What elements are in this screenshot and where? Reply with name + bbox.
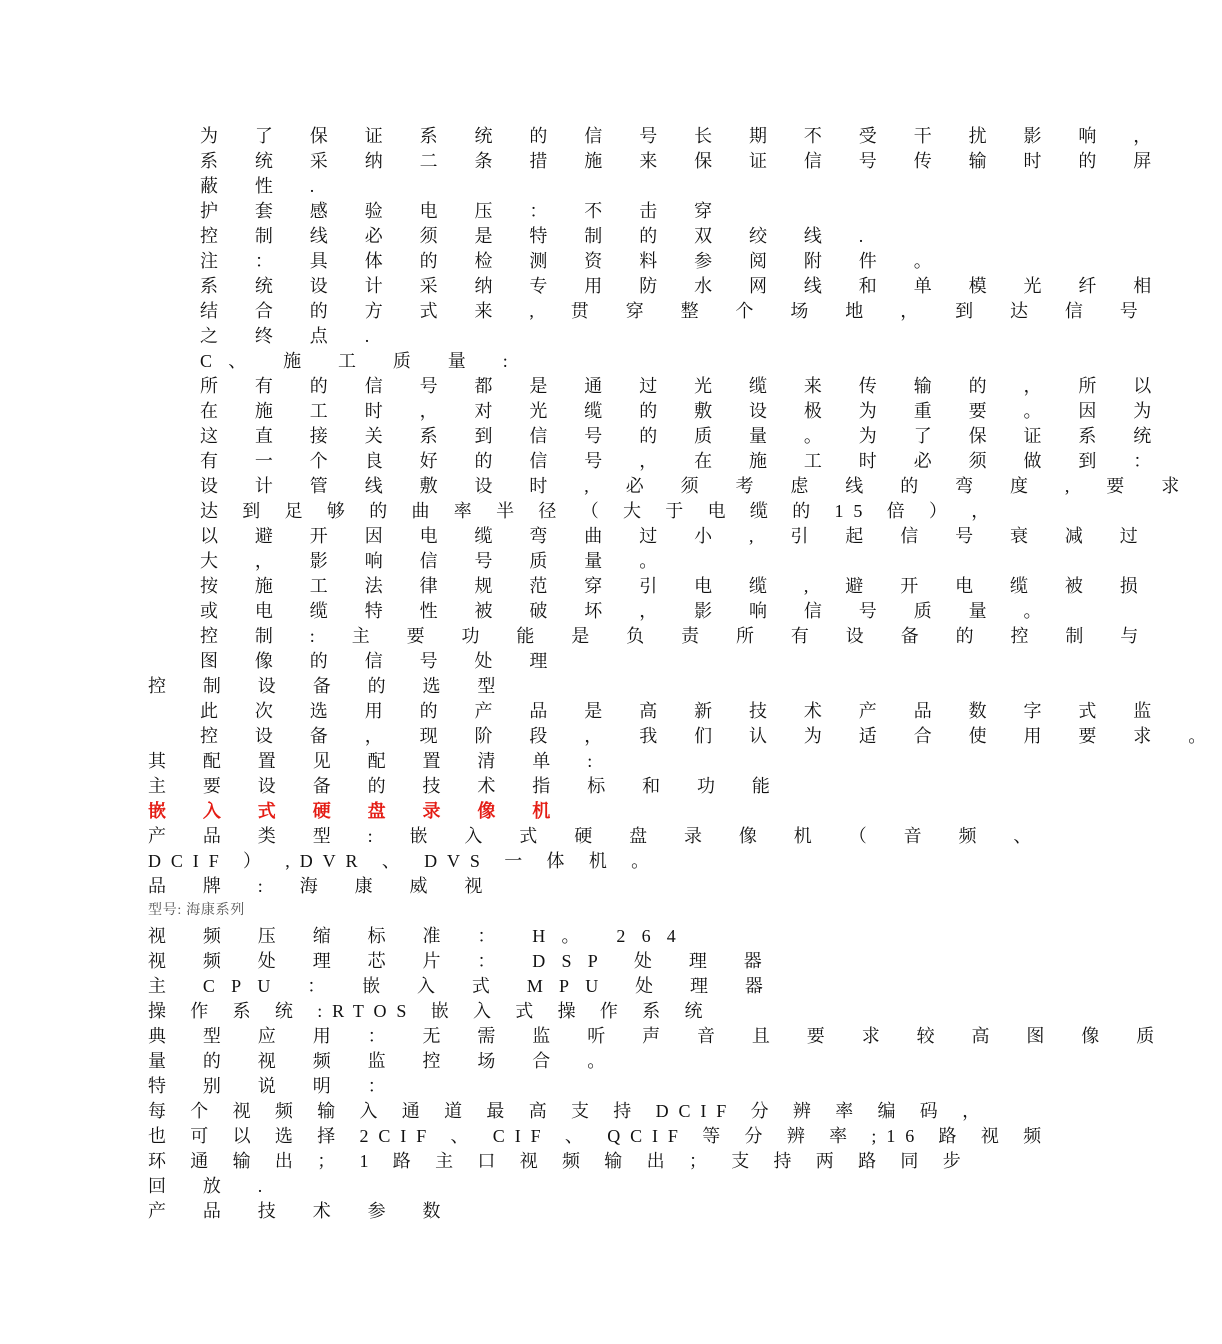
body-text-line: 视 频 压 缩 标 准 ： H。 264 [148,926,692,946]
body-text-line: 或 电 缆 特 性 被 破 坏 ， 影 响 信 号 质 量 。 [200,601,1058,621]
body-text-line: 大 ， 影 响 信 号 质 量 。 [200,551,674,571]
body-text-line: 系 统 采 纳 二 条 措 施 来 保 证 信 号 传 输 时 的 屏 [200,151,1168,171]
body-text-line: 为 了 保 证 系 统 的 信 号 长 期 不 受 干 扰 影 响 ， [200,126,1168,146]
body-text-line: 特 别 说 明 ： [148,1076,402,1096]
body-text-line: 控 制 线 必 须 是 特 制 的 双 绞 线 . [200,226,880,246]
body-text-line: 品 牌 : 海 康 威 视 [148,876,499,896]
body-text-line: 所 有 的 信 号 都 是 通 过 光 缆 来 传 输 的 ， 所 以 [200,376,1168,396]
model-label: 型号: 海康系列 [148,903,245,918]
body-text-line: 每 个 视 频 输 入 通 道 最 高 支 持 DCIF 分 辨 率 编 码 ， [148,1101,991,1121]
body-text-line: 控 设 备 ， 现 阶 段 ， 我 们 认 为 适 合 使 用 要 求 。 [200,726,1222,746]
body-text-line: 系 统 设 计 采 纳 专 用 防 水 网 线 和 单 模 光 纤 相 [200,276,1168,296]
body-text-line: 其 配 置 见 配 置 清 单 : [148,751,609,771]
body-text-line: 产 品 类 型 : 嵌 入 式 硬 盘 录 像 机 （ 音 频 、 [148,826,1048,846]
body-text-line: DCIF ） ,DVR 、 DVS 一 体 机 。 [148,851,660,871]
section-heading: 主 要 设 备 的 技 术 指 标 和 功 能 [148,776,787,796]
product-heading: 嵌 入 式 硬 盘 录 像 机 [148,801,567,821]
section-heading: C、 施 工 质 量 : [200,351,524,371]
body-text-line: 环 通 输 出 ； 1 路 主 口 视 频 输 出 ； 支 持 两 路 同 步 [148,1151,971,1171]
body-text-line: 回 放 . [148,1176,279,1196]
body-text-line: 图 像 的 信 号 处 理 [200,651,564,671]
body-text-line: 以 避 开 因 电 缆 弯 曲 过 小 , 引 起 信 号 衰 减 过 [200,526,1154,546]
body-text-line: 有 一 个 良 好 的 信 号 ， 在 施 工 时 必 须 做 到 ： [200,451,1168,471]
body-text-line: 护 套 感 验 电 压 ： 不 击 穿 [200,201,729,221]
body-text-line: 视 频 处 理 芯 片 ： DSP 处 理 器 [148,951,778,971]
body-text-line: 在 施 工 时 ， 对 光 缆 的 敷 设 极 为 重 要 。 因 为 [200,401,1168,421]
body-text-line: 注 ： 具 体 的 检 测 资 料 参 阅 附 件 。 [200,251,948,271]
body-text-line: 之 终 点 . [200,326,386,346]
body-text-line: 蔽 性 . [200,176,331,196]
body-text-line: 控 制 : 主 要 功 能 是 负 责 所 有 设 备 的 控 制 与 [200,626,1155,646]
body-text-line: 此 次 选 用 的 产 品 是 高 新 技 术 产 品 数 字 式 监 [200,701,1168,721]
body-text-line: 结 合 的 方 式 来 , 贯 穿 整 个 场 地 ， 到 达 信 号 [200,301,1154,321]
body-text-line: 也 可 以 选 择 2CIF 、 CIF 、 QCIF 等 分 辨 率 ;16 路 视 频 [148,1126,1052,1146]
body-text-line: 这 直 接 关 系 到 信 号 的 质 量 。 为 了 保 证 系 统 [200,426,1168,446]
section-heading: 控 制 设 备 的 选 型 [148,676,512,696]
body-text-line: 按 施 工 法 律 规 范 穿 引 电 缆 , 避 开 电 缆 被 损 [200,576,1154,596]
body-text-line: 达 到 足 够 的 曲 率 半 径 （ 大 于 电 缆 的 15 倍 ） ， [200,501,1000,521]
section-heading: 产 品 技 术 参 数 [148,1201,457,1221]
body-text-line: 设 计 管 线 敷 设 时 , 必 须 考 虑 线 的 弯 度 , 要 求 [200,476,1196,496]
body-text-line: 主 CPU ： 嵌 入 式 MPU 处 理 器 [148,976,780,996]
body-text-line: 操 作 系 统 :RTOS 嵌 入 式 操 作 系 统 [148,1001,713,1021]
body-text-line: 典 型 应 用 ： 无 需 监 听 声 音 且 要 求 较 高 图 像 质 [148,1026,1171,1046]
body-text-line: 量 的 视 频 监 控 场 合 。 [148,1051,622,1071]
